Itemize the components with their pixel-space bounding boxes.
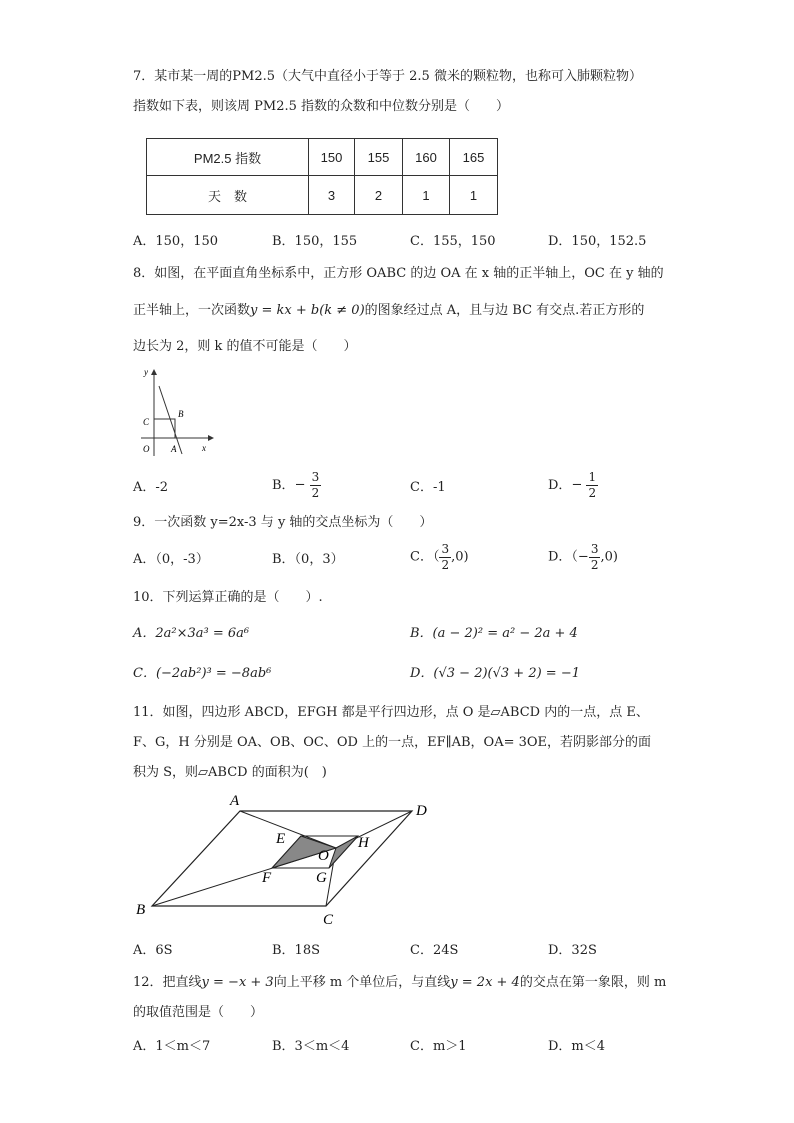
- label-b: B: [136, 902, 146, 918]
- table-row: [147, 139, 498, 176]
- q10-option-d[interactable]: D．(√3 − 2)(√3 + 2) = −1: [410, 666, 580, 681]
- q9-option-b[interactable]: B．（0，3）: [272, 552, 344, 567]
- option-sign: −: [294, 477, 306, 493]
- q11-stem-line1: 11．如图，四边形 ABCD，EFGH 都是平行四边形，点 O 是▱ABCD 内的一点，点 E、: [133, 705, 649, 720]
- option-letter: B．: [272, 478, 295, 493]
- y-axis-arrow: [151, 369, 157, 375]
- label-a: A: [230, 793, 240, 809]
- denominator: 2: [311, 486, 320, 500]
- q8-coordinate-figure: [136, 366, 216, 458]
- q12-stem-text: 12．把直线: [133, 975, 202, 990]
- q9-option-d[interactable]: [548, 542, 618, 573]
- option-tail: ,0): [600, 549, 618, 565]
- fraction: [586, 470, 598, 501]
- label-d: D: [416, 803, 427, 819]
- label-g: G: [316, 870, 327, 886]
- q7-option-a[interactable]: A．150，150: [133, 234, 219, 249]
- table-cell: 165: [450, 139, 498, 176]
- q12-formula: y = −x + 3: [201, 975, 274, 990]
- q11-parallelogram-figure: [130, 788, 440, 938]
- option-letter: C．: [410, 480, 433, 495]
- label-b: B: [178, 409, 184, 419]
- table-cell: 1: [403, 176, 450, 215]
- segment-oa: [240, 811, 336, 848]
- q8-stem-line1: 8．如图，在平面直角坐标系中，正方形 OABC 的边 OA 在 x 轴的正半轴上，OC 在 y 轴的: [133, 266, 664, 281]
- q12-stem-text: 的交点在第一象限，则 m: [519, 975, 667, 990]
- q11-option-d[interactable]: D．32S: [548, 943, 597, 958]
- q12-option-c[interactable]: C．m＞1: [410, 1039, 467, 1054]
- q8-option-a[interactable]: [133, 479, 168, 497]
- table-row: [147, 176, 498, 215]
- label-o: O: [143, 444, 150, 454]
- option-tail: ,0): [451, 549, 469, 565]
- q8-stem-line3: 边长为 2，则 k 的值不可能是（ ）: [133, 339, 357, 354]
- q7-stem-line1: 7．某市某一周的PM2.5（大气中直径小于等于 2.5 微米的颗粒物，也称可入肺颗粒物）: [133, 69, 642, 84]
- q11-option-a[interactable]: A．6S: [133, 943, 173, 958]
- q8-option-c[interactable]: [410, 479, 446, 497]
- q9-option-a[interactable]: A．（0，-3）: [133, 552, 209, 567]
- q11-option-c[interactable]: C．24S: [410, 943, 459, 958]
- pm25-table: [146, 138, 498, 215]
- label-c: C: [143, 417, 150, 427]
- q7-option-c[interactable]: C．155，150: [410, 234, 496, 249]
- option-letter: D．: [548, 478, 572, 493]
- label-h: H: [358, 835, 369, 851]
- table-cell: 155: [355, 139, 403, 176]
- denominator: 2: [441, 558, 450, 572]
- q8-option-b[interactable]: [272, 470, 321, 501]
- q11-option-b[interactable]: B．18S: [272, 943, 321, 958]
- option-letter: A．: [133, 480, 156, 495]
- q8-stem-text: 正半轴上，一次函数: [133, 303, 251, 318]
- numerator: 3: [311, 470, 320, 484]
- q12-stem-line1: [133, 974, 666, 992]
- q10-option-c[interactable]: C．(−2ab²)³ = −8ab⁶: [133, 666, 272, 681]
- q10-option-b[interactable]: B．(a − 2)² = a² − 2a + 4: [410, 626, 578, 641]
- q7-stem-line2: 指数如下表，则该周 PM2.5 指数的众数和中位数分别是（ ）: [133, 99, 509, 114]
- q7-option-b[interactable]: B．150，155: [272, 234, 358, 249]
- table-row-label: 天 数: [147, 176, 309, 215]
- numerator: 1: [588, 470, 597, 484]
- label-x: x: [202, 443, 206, 453]
- table-cell: 160: [403, 139, 450, 176]
- option-text: -2: [155, 480, 169, 495]
- q12-option-a[interactable]: A．1＜m＜7: [133, 1039, 211, 1054]
- label-y: y: [144, 367, 148, 377]
- option-text: -1: [432, 480, 446, 495]
- q10-option-a[interactable]: A．2a²×3a³ = 6a⁶: [133, 626, 250, 641]
- q9-stem: 9．一次函数 y=2x-3 与 y 轴的交点坐标为（ ）: [133, 515, 433, 530]
- q12-formula: y = 2x + 4: [450, 975, 520, 990]
- q11-stem-line2: F、G，H 分别是 OA、OB、OC、OD 上的一点，EF∥AB，OA= 3OE，若阴影部分的面: [133, 735, 652, 750]
- label-o: O: [318, 848, 329, 864]
- numerator: 3: [590, 542, 599, 556]
- table-header-label: PM2.5 指数: [147, 139, 309, 176]
- option-letter: C．（: [410, 549, 440, 565]
- q11-stem-line3: 积为 S，则▱ABCD 的面积为( ): [133, 765, 327, 780]
- q12-option-b[interactable]: B．3＜m＜4: [272, 1039, 350, 1054]
- q8-option-d[interactable]: [548, 470, 598, 501]
- option-letter: D．（−: [548, 549, 589, 565]
- q12-stem-text: 向上平移 m 个单位后，与直线: [273, 975, 451, 990]
- q8-formula: y = kx + b(k ≠ 0): [250, 303, 365, 318]
- q12-option-d[interactable]: D．m＜4: [548, 1039, 606, 1054]
- x-axis-arrow: [208, 435, 214, 441]
- fraction: [439, 542, 451, 573]
- label-a: A: [171, 444, 177, 454]
- q10-stem: 10．下列运算正确的是（ ）.: [133, 590, 323, 605]
- q12-stem-line2: 的取值范围是（ ）: [133, 1005, 264, 1020]
- denominator: 2: [588, 486, 597, 500]
- label-e: E: [276, 831, 286, 847]
- denominator: 2: [590, 558, 599, 572]
- q8-stem-text: 的图象经过点 A，且与边 BC 有交点.若正方形的: [364, 303, 645, 318]
- q8-stem-line2: [133, 302, 644, 320]
- option-sign: −: [571, 477, 583, 493]
- table-cell: 2: [355, 176, 403, 215]
- label-c: C: [323, 912, 334, 928]
- shaded-triangle-hog: [329, 836, 358, 868]
- label-f: F: [262, 870, 272, 886]
- square-oabc: [154, 419, 175, 438]
- numerator: 3: [441, 542, 450, 556]
- table-cell: 1: [450, 176, 498, 215]
- fraction: [310, 470, 322, 501]
- fraction: [589, 542, 601, 573]
- table-cell: 150: [309, 139, 355, 176]
- q7-option-d[interactable]: D．150，152.5: [548, 234, 647, 249]
- table-cell: 3: [309, 176, 355, 215]
- q9-option-c[interactable]: [410, 542, 469, 573]
